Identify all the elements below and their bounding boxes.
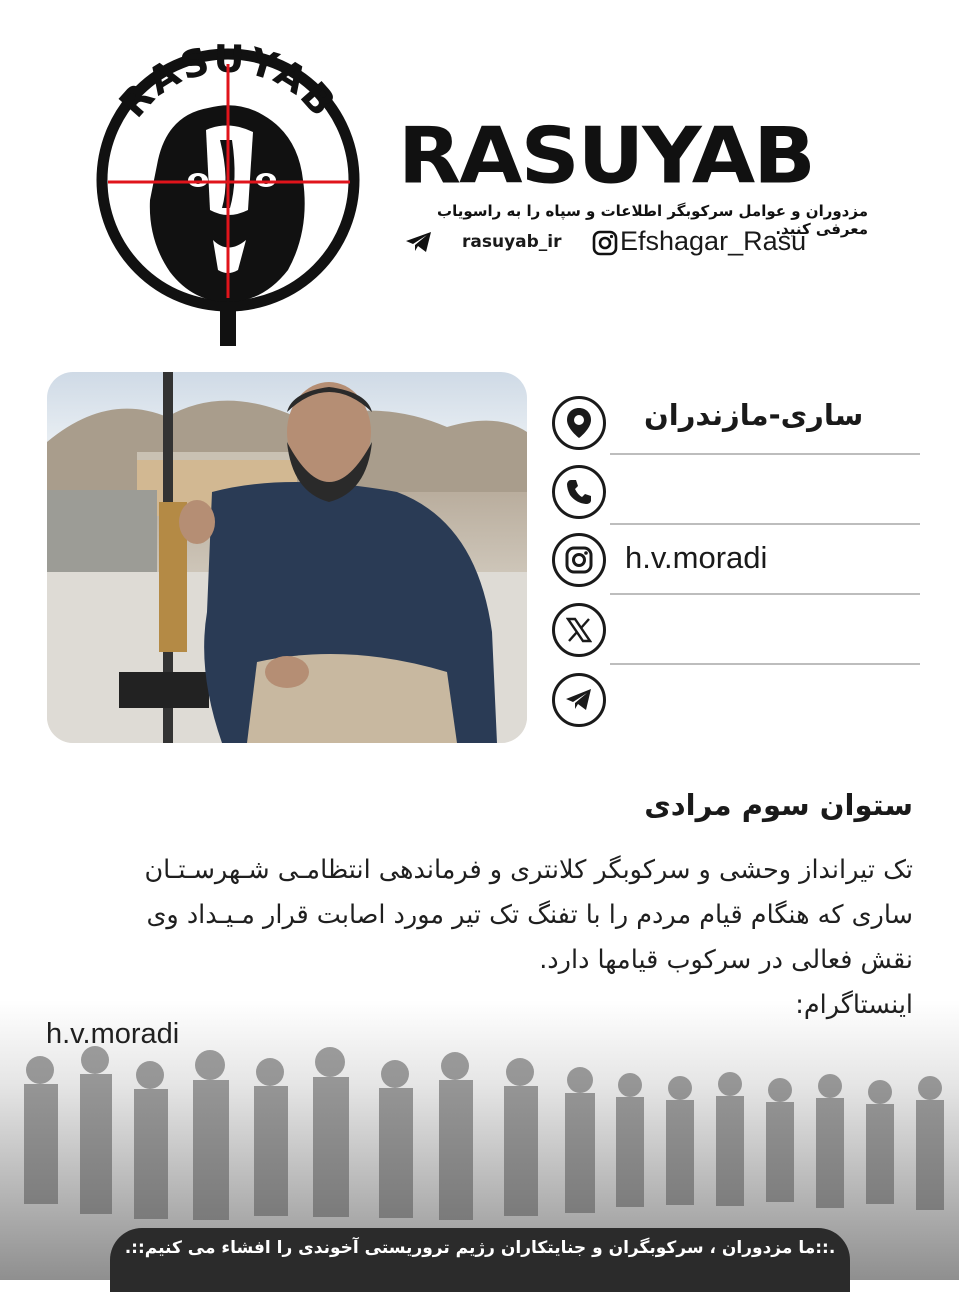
location-pin-icon [552,396,606,450]
telegram-icon[interactable] [552,673,606,727]
divider [610,523,920,525]
divider [610,453,920,455]
brand-socials [404,228,854,260]
bio-line: نقش فعالی در سرکوب قیامها دارد. [539,945,913,975]
brand-block [398,111,868,238]
instagram-icon [592,230,618,260]
rasuyab-logo [88,40,368,350]
footer-banner [110,1228,850,1292]
profile-name: ستوان سوم مرادی [644,788,913,822]
bio-line: تک تیرانداز وحشی و سرکوبگر کلانتری و فرماندهی انتظامـی شـهرسـتـان [144,855,913,885]
x-icon[interactable] [552,603,606,657]
instagram-label: اینستاگرام: [795,990,913,1020]
divider [610,593,920,595]
brand-instagram-handle[interactable]: Efshagar_Rasu [620,226,807,256]
brand-subtitle: مزدوران و عوامل سرکوبگر اطلاعات و سپاه را به راسویاب معرفی کنید. [437,202,868,238]
brand-title: RASUYAB [398,111,814,202]
divider [610,663,920,665]
instagram-icon[interactable] [552,533,606,587]
footer-text: .::ما مزدوران ، سرکوبگران و جنایتکاران رژیم تروریستی آخوندی را افشاء می کنیم::. [124,1238,836,1258]
location-text: ساری-مازندران [644,398,864,432]
phone-icon[interactable] [552,465,606,519]
logo-ring-text: RASUYAB [110,40,346,126]
bio-line: ساری که هنگام قیام مردم را با تفنگ تک تیر مورد اصابت قرار مـیـداد وی [146,900,913,930]
profile-bio [46,848,913,1028]
telegram-icon [404,230,434,258]
brand-telegram-handle[interactable]: rasuyab_ir [462,232,562,252]
profile-photo [47,372,527,743]
instagram-handle[interactable]: h.v.moradi [625,540,768,575]
bio-instagram-handle[interactable]: h.v.moradi [46,1018,180,1050]
